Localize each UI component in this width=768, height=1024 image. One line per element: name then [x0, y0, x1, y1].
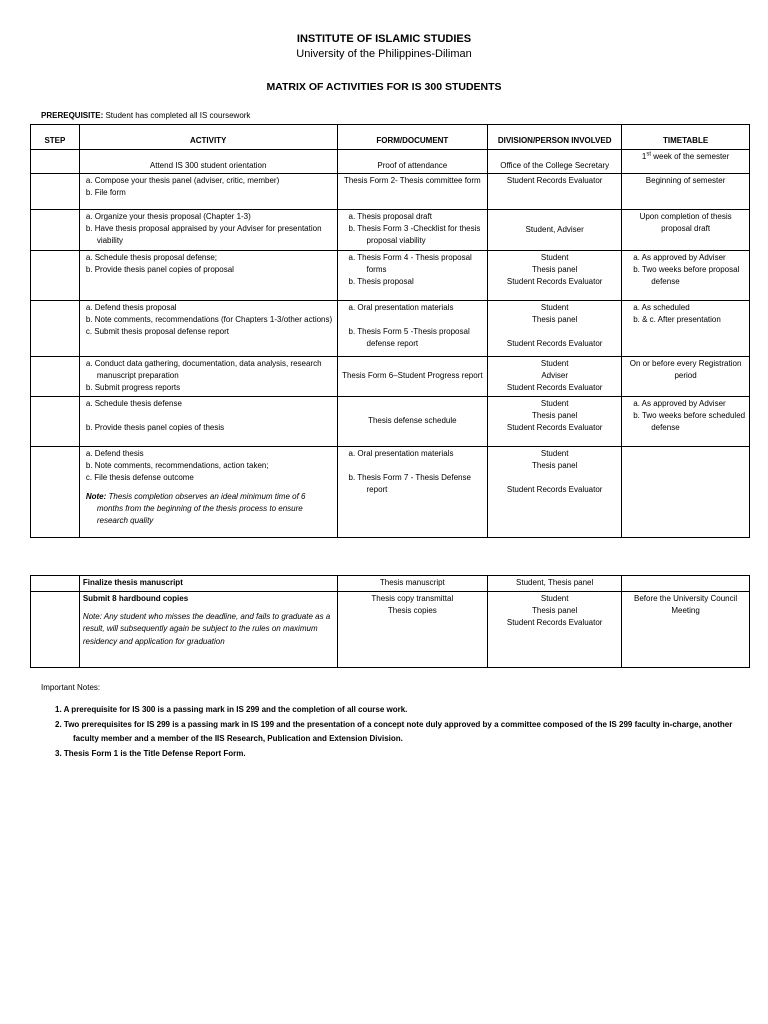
timetable-text: On or before every Registration period — [629, 359, 742, 381]
prerequisite-line — [41, 111, 250, 120]
division-line: Student — [540, 449, 569, 458]
activity-cell — [79, 174, 337, 210]
table-row — [31, 576, 750, 592]
division-line: Student — [540, 303, 569, 312]
division-line: Student Records Evaluator — [506, 339, 603, 349]
note-text: Any student who misses the deadline, and fails to graduate as a result, will subsequently again be subject to the rules on maximum residency and application for graduation — [82, 612, 331, 646]
timetable-text: week of the semester — [651, 152, 730, 161]
activity-cell — [79, 397, 337, 447]
form-cell — [337, 150, 488, 174]
activities-table — [30, 124, 750, 538]
table-row — [31, 210, 750, 251]
step-cell — [31, 301, 80, 357]
form-cell — [337, 301, 488, 357]
prerequisite-text: Student has completed all IS coursework — [105, 111, 251, 120]
division-text: Office of the College Secretary — [500, 160, 610, 170]
form-cell — [337, 174, 488, 210]
division-cell — [488, 447, 622, 538]
division-line: Student Records Evaluator — [506, 423, 603, 433]
timetable-text: Upon completion of thesis proposal draft — [639, 212, 732, 234]
timetable-item: b. Two weeks before proposal defense — [633, 265, 740, 287]
timetable-item: a. As approved by Adviser — [633, 253, 726, 262]
division-line: Thesis panel — [531, 265, 578, 275]
form-text: Thesis Form 6–Student Progress report — [342, 371, 483, 381]
timetable-item: a. As approved by Adviser — [633, 399, 726, 408]
activity-item: a. Conduct data gathering, documentation, data analysis, research manuscript preparation — [85, 359, 322, 381]
division-line: Student Records Evaluator — [506, 383, 603, 393]
activity-item: c. Submit thesis proposal defense report — [85, 327, 230, 337]
form-cell — [337, 251, 488, 301]
division-line: Thesis panel — [531, 411, 578, 421]
timetable-cell — [622, 150, 750, 174]
table-row — [31, 150, 750, 174]
timetable-cell — [622, 251, 750, 301]
timetable-item: a. As scheduled — [633, 303, 690, 312]
form-item: b. Thesis Form 7 - Thesis Defense report — [348, 473, 471, 495]
division-text: Student, Thesis panel — [516, 578, 594, 587]
activity-cell — [79, 576, 337, 592]
note-text: Thesis completion observes an ideal minimum time of 6 months from the beginning of the thesis process to ensure research quality — [96, 491, 306, 526]
step-cell — [31, 357, 80, 397]
form-cell — [337, 592, 488, 668]
timetable-item: b. Two weeks before scheduled defense — [633, 411, 746, 433]
finalization-table — [30, 575, 750, 668]
table-row — [31, 174, 750, 210]
form-line: Thesis copy transmittal — [371, 594, 454, 603]
division-cell — [488, 592, 622, 668]
table-row — [31, 592, 750, 668]
university-name: University of the Philippines-Diliman — [296, 48, 472, 60]
form-text: Thesis Form 2- Thesis committee form — [343, 176, 481, 185]
division-line: Student — [540, 253, 569, 262]
form-line: Thesis copies — [387, 606, 437, 616]
division-cell — [488, 357, 622, 397]
form-item: a. Thesis Form 4 - Thesis proposal forms — [348, 253, 472, 275]
activity-item: a. Schedule thesis defense — [85, 399, 182, 408]
spacer — [83, 410, 334, 422]
step-cell — [31, 251, 80, 301]
form-item: a. Oral presentation materials — [348, 303, 454, 312]
step-cell — [31, 576, 80, 592]
timetable-ordinal: 1 — [641, 152, 647, 161]
activity-cell — [79, 150, 337, 174]
spacer — [491, 326, 618, 338]
division-cell — [488, 174, 622, 210]
activity-cell — [79, 251, 337, 301]
column-header: ACTIVITY — [79, 125, 337, 150]
timetable-cell — [622, 174, 750, 210]
activity-item: b. Note comments, recommendations, action taken; — [85, 461, 269, 471]
spacer — [341, 460, 485, 472]
step-cell — [31, 210, 80, 251]
activity-item: a. Compose your thesis panel (adviser, critic, member) — [85, 176, 280, 185]
division-cell — [488, 251, 622, 301]
column-header: FORM/DOCUMENT — [337, 125, 488, 150]
important-notes-heading: Important Notes: — [41, 683, 101, 692]
form-cell — [337, 447, 488, 538]
step-cell — [31, 174, 80, 210]
activity-item: b. Have thesis proposal appraised by your Adviser for presentation viability — [85, 224, 322, 246]
activity-cell — [79, 592, 337, 668]
division-line: Student Records Evaluator — [506, 618, 603, 628]
activity-item: a. Defend thesis — [85, 449, 144, 458]
activity-note — [83, 491, 334, 528]
timetable-cell — [622, 576, 750, 592]
note-label: Note: — [85, 491, 107, 501]
form-item: b. Thesis Form 3 -Checklist for thesis proposal viability — [348, 224, 481, 246]
form-text: Thesis defense schedule — [368, 416, 457, 426]
table-row — [31, 251, 750, 301]
activity-item: b. Note comments, recommendations (for Chapters 1-3/other actions) — [85, 315, 333, 325]
activity-text: Finalize thesis manuscript — [82, 578, 183, 587]
table-row — [31, 397, 750, 447]
form-text: Thesis manuscript — [379, 578, 445, 587]
form-text: Proof of attendance — [377, 160, 448, 170]
note-item: 1. A prerequisite for IS 300 is a passing mark in IS 299 and the completion of all course work. — [55, 705, 408, 714]
timetable-item: b. & c. After presentation — [633, 315, 721, 325]
spacer — [341, 314, 485, 326]
timetable-cell — [622, 210, 750, 251]
timetable-cell — [622, 592, 750, 668]
table-header-row — [31, 125, 750, 150]
timetable-cell — [622, 397, 750, 447]
division-line: Student — [540, 399, 569, 408]
division-line: Thesis panel — [531, 461, 578, 471]
timetable-text: Before the University Council Meeting — [634, 594, 738, 616]
division-line: Thesis panel — [531, 606, 578, 616]
document-title: MATRIX OF ACTIVITIES FOR IS 300 STUDENTS — [266, 81, 502, 93]
table-row — [31, 301, 750, 357]
form-item: a. Oral presentation materials — [348, 449, 454, 458]
activity-cell — [79, 210, 337, 251]
column-header: DIVISION/PERSON INVOLVED — [488, 125, 622, 150]
division-cell — [488, 301, 622, 357]
division-line: Student Records Evaluator — [506, 485, 603, 495]
division-cell — [488, 150, 622, 174]
important-notes-list — [41, 703, 741, 761]
timetable-text: Beginning of semester — [645, 176, 726, 185]
activity-item: a. Schedule thesis proposal defense; — [85, 253, 218, 262]
division-text: Student, Adviser — [525, 224, 584, 234]
form-cell — [337, 576, 488, 592]
form-item: b. Thesis Form 5 -Thesis proposal defense report — [348, 327, 470, 349]
form-cell — [337, 210, 488, 251]
division-line: Thesis panel — [531, 315, 578, 325]
form-cell — [337, 397, 488, 447]
activity-cell — [79, 447, 337, 538]
prerequisite-label: PREREQUISITE: — [41, 111, 104, 120]
activity-note — [83, 611, 334, 648]
institute-title: INSTITUTE OF ISLAMIC STUDIES — [296, 33, 472, 45]
activity-text: Attend IS 300 student orientation — [149, 160, 267, 170]
note-item: 2. Two prerequisites for IS 299 is a passing mark in IS 199 and the presentation of a concept note duly approved by a committee composed of the IS 299 faculty in-charge, another faculty member and a member of the IIS Research, Publication and Extension Division. — [55, 719, 733, 743]
table-row — [31, 357, 750, 397]
activity-item: b. File form — [85, 188, 126, 198]
division-line: Student — [540, 594, 569, 603]
activity-item: b. Submit progress reports — [85, 383, 181, 393]
timetable-cell — [622, 447, 750, 538]
table-row — [31, 447, 750, 538]
division-cell — [488, 397, 622, 447]
activity-text: Submit 8 hardbound copies — [82, 594, 189, 603]
step-cell — [31, 150, 80, 174]
activity-cell — [79, 357, 337, 397]
activity-cell — [79, 301, 337, 357]
form-item: a. Thesis proposal draft — [348, 212, 432, 221]
activity-item: a. Defend thesis proposal — [85, 303, 177, 312]
form-cell — [337, 357, 488, 397]
activity-item: c. File thesis defense outcome — [85, 473, 194, 483]
form-item: b. Thesis proposal — [348, 277, 414, 287]
activity-item: a. Organize your thesis proposal (Chapter 1-3) — [85, 212, 251, 221]
division-text: Student Records Evaluator — [506, 176, 603, 185]
spacer — [491, 472, 618, 484]
note-label: Note: — [82, 612, 102, 622]
note-item: 3. Thesis Form 1 is the Title Defense Report Form. — [55, 748, 246, 758]
timetable-ordinal-suffix: st — [646, 151, 652, 158]
division-line: Adviser — [541, 371, 569, 381]
timetable-cell — [622, 357, 750, 397]
timetable-cell — [622, 301, 750, 357]
division-line: Student — [540, 359, 569, 368]
division-cell — [488, 210, 622, 251]
division-cell — [488, 576, 622, 592]
column-header: STEP — [31, 125, 80, 150]
step-cell — [31, 397, 80, 447]
division-line: Student Records Evaluator — [506, 277, 603, 287]
step-cell — [31, 592, 80, 668]
activity-item: b. Provide thesis panel copies of proposal — [85, 265, 234, 275]
column-header: TIMETABLE — [622, 125, 750, 150]
activity-item: b. Provide thesis panel copies of thesis — [85, 423, 225, 433]
step-cell — [31, 447, 80, 538]
